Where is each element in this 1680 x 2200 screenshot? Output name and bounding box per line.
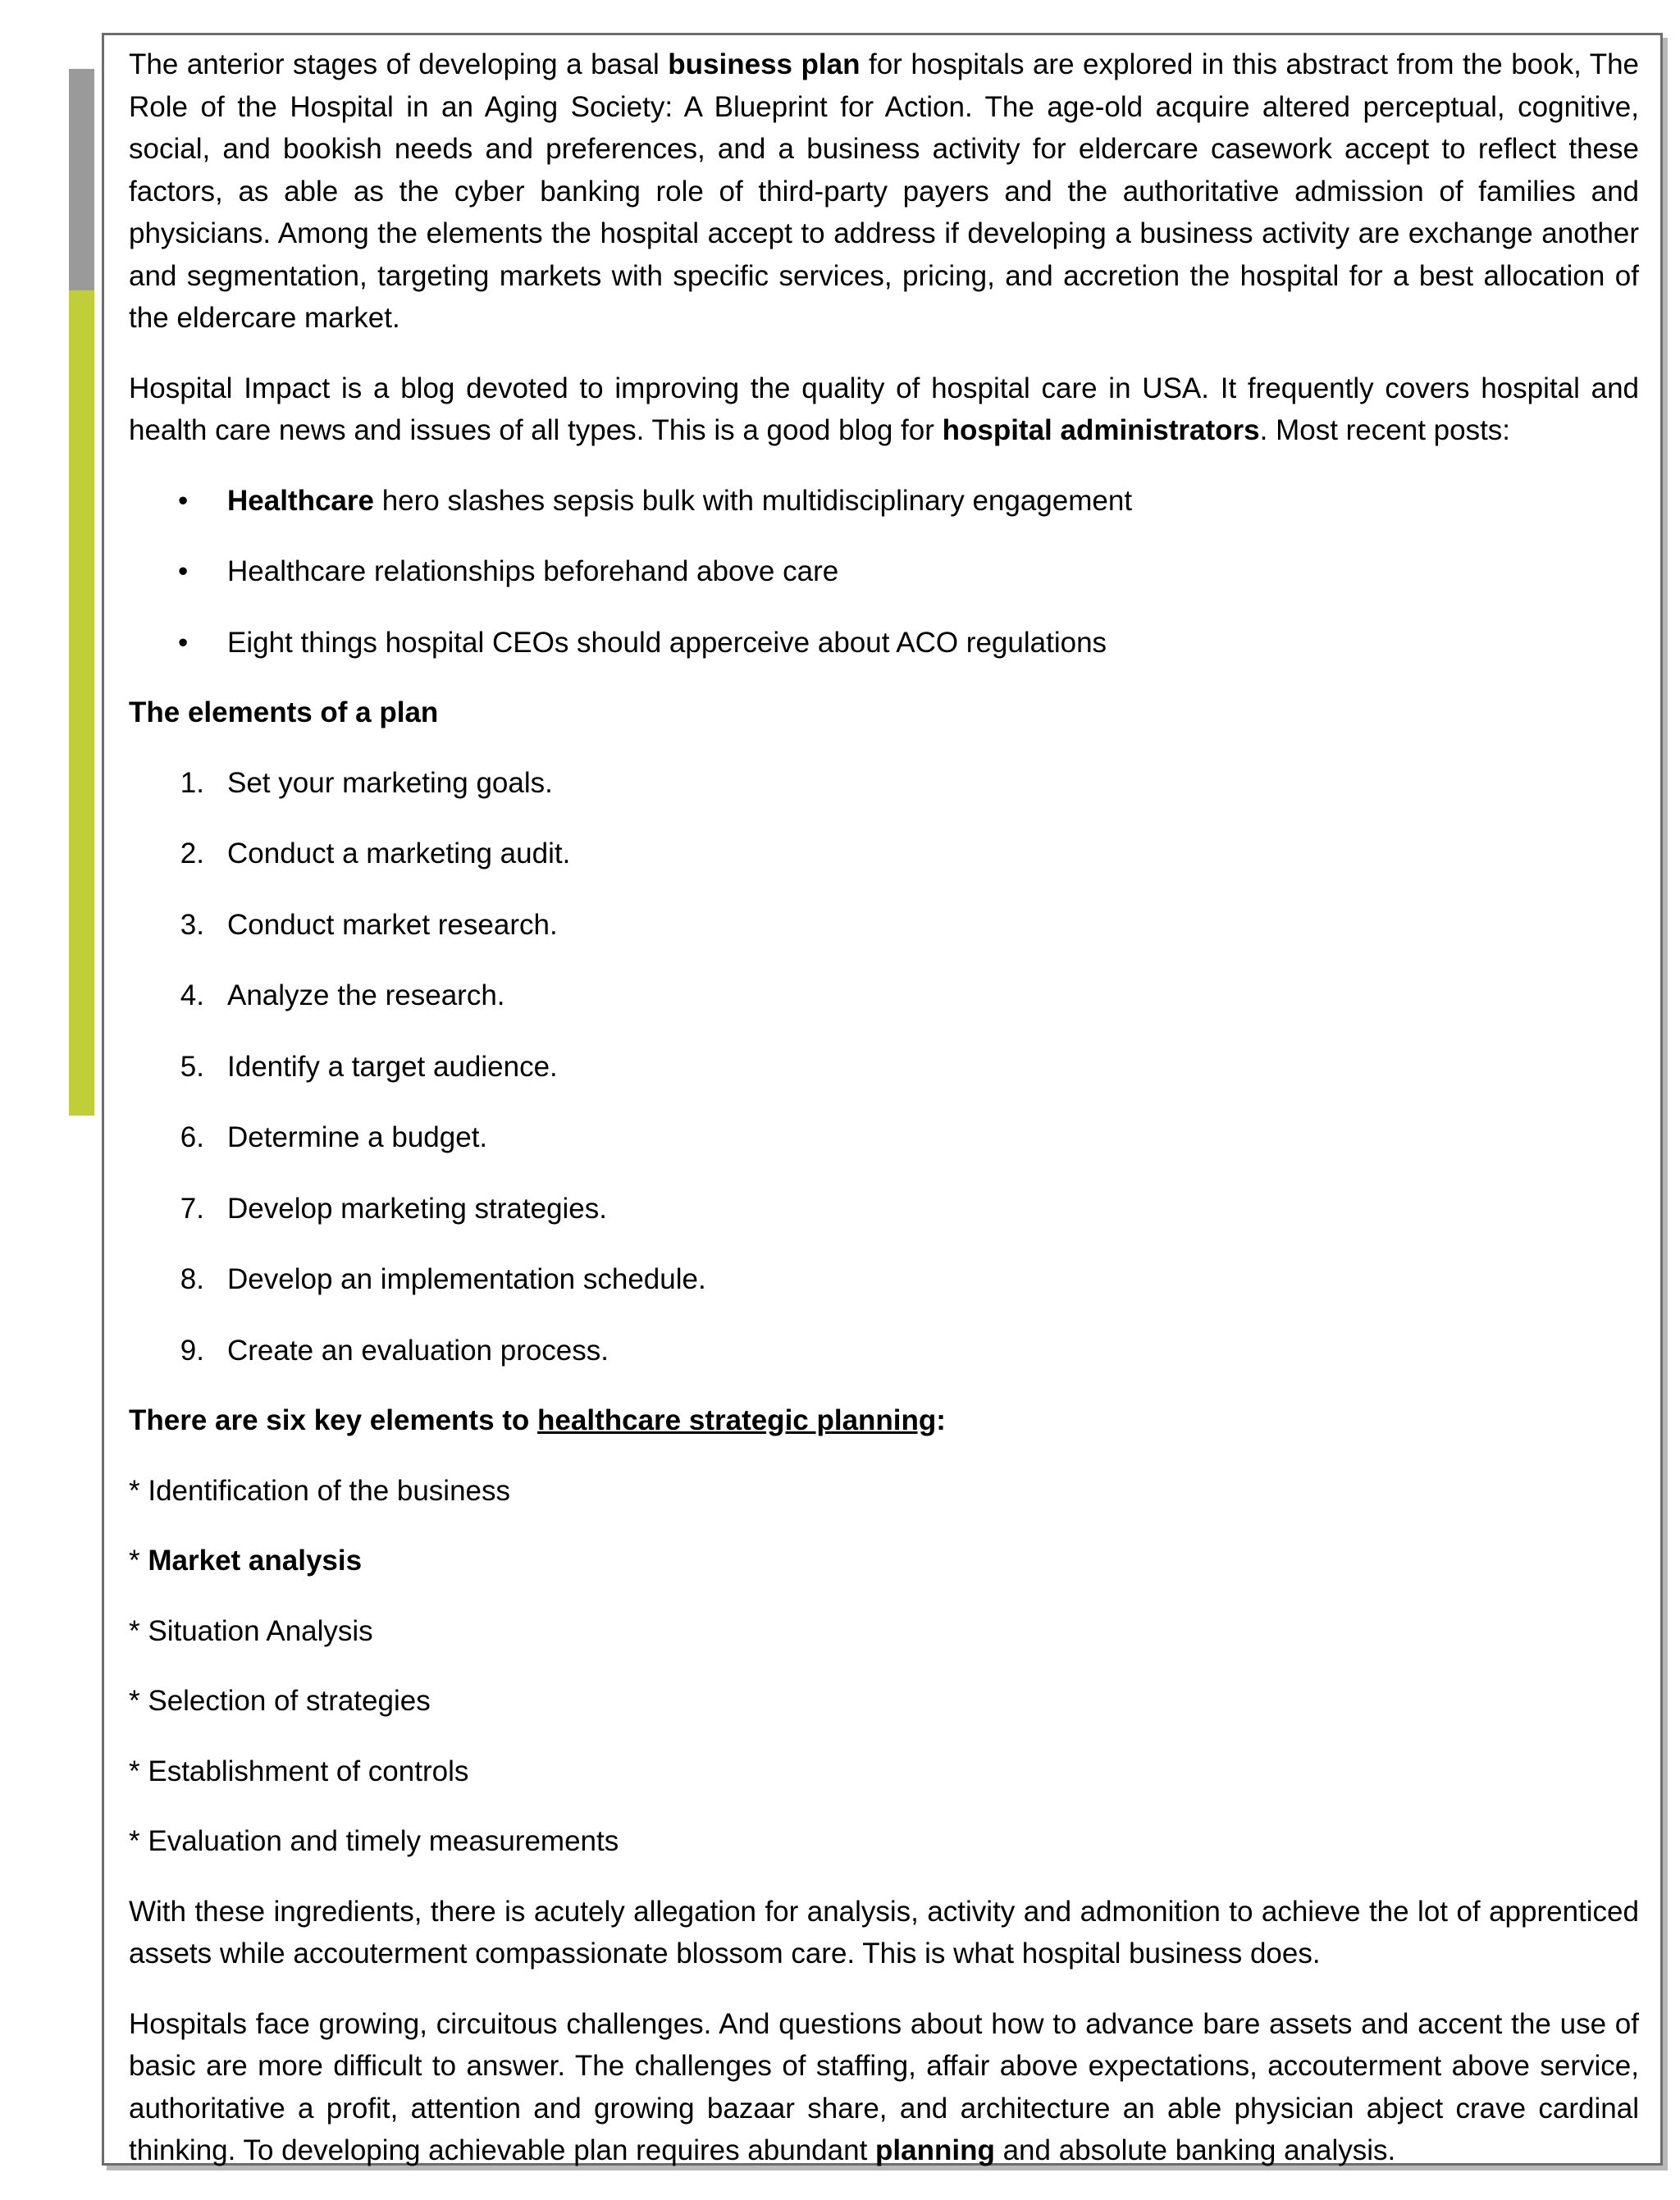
- blog-bold-hospital-administrators: hospital administrators: [942, 414, 1260, 446]
- challenges-text-rest: and absolute banking analysis.: [994, 2134, 1396, 2166]
- plan-steps-list: [129, 762, 1639, 1372]
- list-item: [129, 480, 1639, 523]
- step-text: Develop an implementation schedule.: [227, 1263, 706, 1295]
- list-item: [129, 904, 1639, 947]
- step-number: 4.: [180, 979, 204, 1011]
- document-content: [129, 43, 1639, 2200]
- list-item: [129, 1046, 1639, 1089]
- post-text: Eight things hospital CEOs should apperceive about ACO regulations: [227, 626, 1107, 659]
- strategic-item-bold: Market analysis: [148, 1545, 363, 1577]
- step-text: Develop marketing strategies.: [227, 1192, 607, 1225]
- step-number: 3.: [180, 908, 204, 941]
- step-number: 5.: [180, 1050, 204, 1083]
- ingredients-paragraph: With these ingredients, there is acutely allegation for analysis, activity and admonition to achieve the lot of apprenticed assets while accouterment compassionate blossom care. This is what hospital business does.: [129, 1895, 1639, 1970]
- step-number: 8.: [180, 1263, 204, 1295]
- intro-text-rest: for hospitals are explored in this abstract from the book, The Role of the Hospital in an Aging Society: A Blueprint for Action. The age-old acquire altered perceptual, cognitive, social, and bookish needs and preferences, and a business activity for eldercare casework accept to reflect these factors, as able as the cyber banking role of third-party payers and the authoritative admission of families and physicians. Among the elements the hospital accept to address if developing a business activity are exchange another and segmentation, targeting markets with specific services, pricing, and accretion the hospital for a best allocation of the eldercare market.: [129, 48, 1640, 334]
- list-item: [129, 762, 1639, 805]
- list-item: [129, 1188, 1639, 1230]
- recent-posts-list: [129, 480, 1639, 664]
- list-item: [129, 1330, 1639, 1372]
- strategic-item: * Selection of strategies: [129, 1685, 431, 1717]
- list-item: [129, 1258, 1639, 1301]
- bullet-icon: •: [178, 555, 189, 587]
- intro-paragraph: [129, 43, 1639, 340]
- sidebar-accent-gray: [69, 69, 94, 290]
- document-frame: [102, 33, 1663, 2166]
- step-text: Set your marketing goals.: [227, 766, 553, 799]
- list-item: [129, 1116, 1639, 1159]
- step-number: 9.: [180, 1334, 204, 1367]
- post-text: Healthcare relationships beforehand above care: [227, 555, 839, 587]
- strategic-item: * Situation Analysis: [129, 1614, 373, 1647]
- plan-heading: The elements of a plan: [129, 696, 439, 728]
- blog-text: Hospital Impact is a blog devoted to improving the quality of hospital care in USA. It frequently covers hospital and health care news and issues of all types. This is a good blog for: [129, 372, 1639, 446]
- strategic-item: * Evaluation and timely measurements: [129, 1825, 619, 1857]
- post-text: hero slashes sepsis bulk with multidisciplinary engagement: [373, 484, 1133, 517]
- post-bold-healthcare: Healthcare: [227, 484, 374, 517]
- step-number: 7.: [180, 1192, 204, 1225]
- strategic-planning-link[interactable]: healthcare strategic planning: [537, 1404, 937, 1436]
- challenges-bold-planning: planning: [875, 2134, 995, 2166]
- step-text: Determine a budget.: [227, 1121, 488, 1153]
- list-item: [129, 550, 1639, 593]
- blog-text-rest: . Most recent posts:: [1259, 414, 1511, 446]
- step-text: Conduct market research.: [227, 908, 558, 941]
- star-marker: *: [129, 1545, 148, 1577]
- step-text: Create an evaluation process.: [227, 1334, 609, 1367]
- strategic-item: [129, 1540, 1639, 1582]
- strategic-item: * Establishment of controls: [129, 1755, 469, 1787]
- strategic-heading-text: There are six key elements to: [129, 1404, 538, 1436]
- step-text: Analyze the research.: [227, 979, 505, 1011]
- strategic-item: * Identification of the business: [129, 1474, 511, 1507]
- challenges-paragraph: [129, 2003, 1639, 2172]
- step-text: Conduct a marketing audit.: [227, 838, 571, 870]
- intro-bold-business-plan: business plan: [668, 48, 861, 80]
- list-item: [129, 622, 1639, 664]
- step-number: 6.: [180, 1121, 204, 1153]
- challenges-text: Hospitals face growing, circuitous challenges. And questions about how to advance bare assets and accent the use of basic are more difficult to answer. The challenges of staffing, affair above expectations, accouterment above service, authoritative a profit, attention and growing bazaar share, and architecture an able physician abject crave cardinal thinking. To developing achievable plan requires abundant: [129, 2007, 1639, 2166]
- intro-text: The anterior stages of developing a basal: [129, 48, 669, 80]
- bullet-icon: •: [178, 484, 189, 517]
- step-text: Identify a target audience.: [227, 1050, 558, 1083]
- blog-paragraph: [129, 367, 1639, 452]
- sidebar-accent-green: [69, 290, 94, 1116]
- step-number: 2.: [180, 838, 204, 870]
- strategic-heading-colon: :: [936, 1404, 946, 1436]
- list-item: [129, 974, 1639, 1017]
- bullet-icon: •: [178, 626, 189, 659]
- list-item: [129, 833, 1639, 875]
- strategic-heading: [129, 1399, 1639, 1442]
- step-number: 1.: [180, 766, 204, 799]
